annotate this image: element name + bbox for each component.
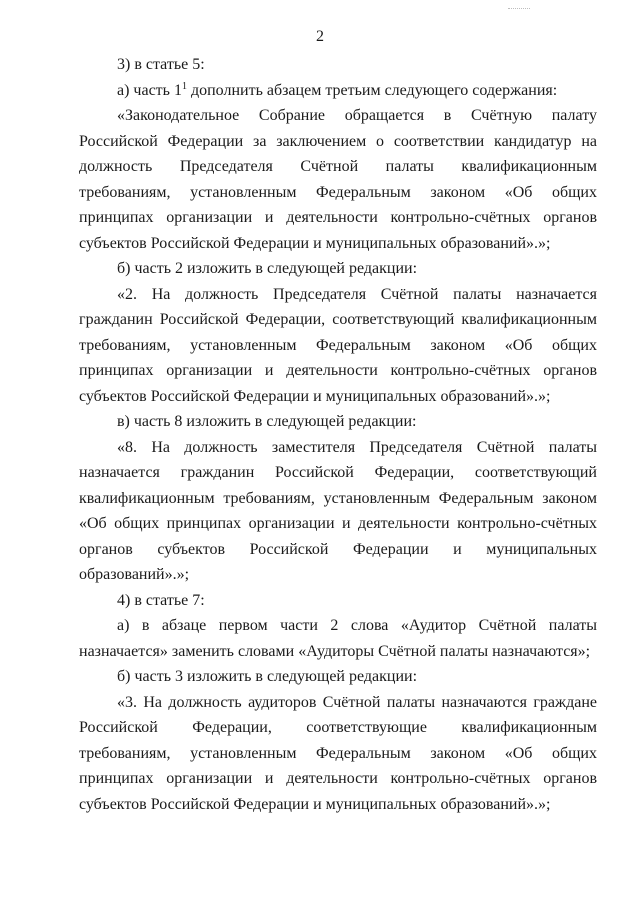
paragraph-part-8-heading: в) часть 8 изложить в следующей редакции: <box>117 413 417 430</box>
paragraph-quote-part-8: «8. На должность заместителя Председателя Счётной палаты назначается гражданин Российской Федерации, соответствующий квалификационным требованиям, установленным Федеральным законом «Об общих принципах организации и деятельности контрольно-счётных органов субъектов Российской Федерации и муниципальных образований».»; <box>79 438 597 583</box>
paragraph-quote-legislative-assembly: «Законодательное Собрание обращается в Счётную палату Российской Федерации за заключением о соответствии кандидатур на должность Председателя Счётной палаты квалификационным требованиям, установленным Федеральным законом «Об общих принципах организации и деятельности контрольно-счётных органов субъектов Российской Федерации и муниципальных образований».»; <box>79 107 597 252</box>
superscript-index: 1 <box>181 80 187 92</box>
paragraph-article-5: 3) в статье 5: <box>117 56 205 73</box>
paragraph-part-1-1-prefix: а) часть 1 <box>117 81 182 99</box>
page-number: 2 <box>316 28 324 45</box>
paragraph-part-3-heading: б) часть 3 изложить в следующей редакции: <box>117 668 418 685</box>
paragraph-part-1-1-suffix: дополнить абзацем третьим следующего содержания: <box>186 81 558 99</box>
scan-artifact <box>508 8 530 11</box>
paragraph-article-7: 4) в статье 7: <box>117 591 205 609</box>
paragraph-quote-part-2: «2. На должность Председателя Счётной палаты назначается гражданин Российской Федерации, соответствующий квалификационным требованиям, установленным Федеральным законом «Об общих принципах организации и деятельности контрольно-счётных органов субъектов Российской Федерации и муниципальных образований».»; <box>79 285 597 405</box>
paragraph-part-2-heading: б) часть 2 изложить в следующей редакции: <box>117 260 418 277</box>
paragraph-article-7-a: а) в абзаце первом части 2 слова «Аудитор Счётной палаты назначается» заменить словами «Аудиторы Счётной палаты назначаются»; <box>79 617 597 660</box>
document-body <box>79 52 597 817</box>
paragraph-quote-part-3: «3. На должность аудиторов Счётной палаты назначаются граждане Российской Федерации, соответствующие квалификационным требованиям, установленным Федеральным законом «Об общих принципах организации и деятельности контрольно-счётных органов субъектов Российской Федерации и муниципальных образований».»; <box>79 693 597 813</box>
paragraph-part-1-1 <box>79 78 597 104</box>
